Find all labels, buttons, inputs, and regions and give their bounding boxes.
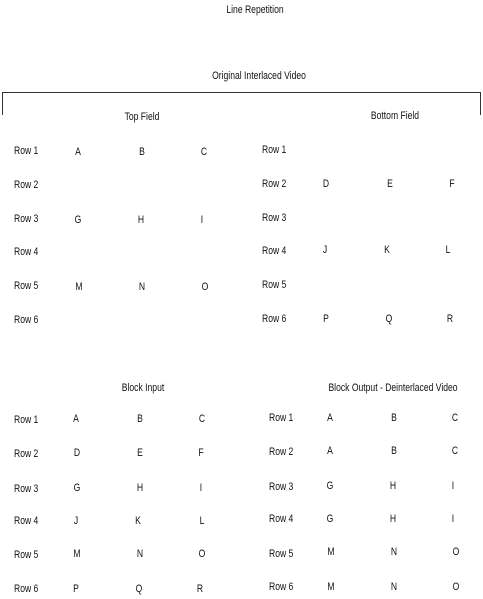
row-label: Row 3: [262, 212, 287, 224]
cell: I: [199, 482, 203, 494]
cell: F: [449, 178, 455, 190]
row-label: Row 6: [14, 314, 39, 326]
cell: C: [451, 412, 459, 424]
row-label: Row 4: [14, 246, 39, 258]
cell: E: [137, 447, 143, 459]
row-label: Row 2: [14, 179, 39, 191]
cell: Q: [135, 583, 143, 595]
figure-title: Line Repetition: [226, 4, 284, 16]
row-label: Row 3: [14, 483, 39, 495]
row-label: Row 5: [262, 279, 287, 291]
cell: N: [390, 581, 398, 593]
cell: G: [74, 214, 82, 226]
cell: H: [137, 214, 145, 226]
row-label: Row 1: [269, 412, 294, 424]
cell: B: [391, 445, 397, 457]
cell: R: [196, 583, 204, 595]
row-label: Row 6: [269, 581, 294, 593]
top-field-title: Top Field: [124, 111, 160, 123]
cell: B: [391, 412, 397, 424]
cell: G: [326, 480, 334, 492]
cell: A: [327, 412, 333, 424]
cell: B: [137, 413, 143, 425]
cell: I: [451, 480, 455, 492]
bottom-field-title: Bottom Field: [370, 110, 420, 122]
cell: A: [73, 413, 79, 425]
cell: M: [327, 546, 335, 558]
cell: B: [139, 146, 145, 158]
cell: E: [387, 178, 393, 190]
cell: O: [201, 281, 209, 293]
row-label: Row 5: [14, 549, 39, 561]
cell: J: [322, 244, 328, 256]
cell: C: [451, 445, 459, 457]
cell: G: [326, 513, 334, 525]
cell: A: [75, 146, 81, 158]
block-output-title: Block Output - Deinterlaced Video: [328, 382, 458, 394]
cell: C: [198, 413, 206, 425]
cell: L: [199, 515, 205, 527]
cell: M: [73, 548, 81, 560]
row-label: Row 1: [262, 144, 287, 156]
original-video-label: Original Interlaced Video: [212, 70, 306, 82]
cell: G: [73, 482, 81, 494]
cell: N: [138, 281, 146, 293]
cell: N: [136, 548, 144, 560]
row-label: Row 4: [269, 513, 294, 525]
cell: K: [384, 244, 390, 256]
cell: I: [200, 214, 204, 226]
row-label: Row 6: [262, 313, 287, 325]
cell: L: [445, 244, 451, 256]
cell: O: [198, 548, 206, 560]
cell: R: [446, 313, 454, 325]
row-label: Row 4: [14, 515, 39, 527]
row-label: Row 2: [262, 178, 287, 190]
cell: D: [73, 447, 81, 459]
cell: N: [390, 546, 398, 558]
cell: F: [198, 447, 204, 459]
row-label: Row 3: [269, 481, 294, 493]
cell: Q: [385, 313, 393, 325]
cell: C: [200, 146, 208, 158]
cell: D: [322, 178, 330, 190]
cell: O: [452, 581, 460, 593]
cell: H: [136, 482, 144, 494]
cell: K: [135, 515, 141, 527]
row-label: Row 2: [269, 446, 294, 458]
row-label: Row 3: [14, 213, 39, 225]
cell: P: [73, 583, 79, 595]
cell: M: [327, 581, 335, 593]
block-input-title: Block Input: [121, 382, 165, 394]
row-label: Row 2: [14, 448, 39, 460]
cell: A: [327, 445, 333, 457]
cell: H: [389, 480, 397, 492]
cell: M: [75, 281, 83, 293]
cell: I: [451, 513, 455, 525]
row-label: Row 6: [14, 583, 39, 595]
row-label: Row 5: [269, 548, 294, 560]
row-label: Row 1: [14, 414, 39, 426]
cell: P: [323, 313, 329, 325]
row-label: Row 4: [262, 245, 287, 257]
row-label: Row 5: [14, 280, 39, 292]
cell: H: [389, 513, 397, 525]
row-label: Row 1: [14, 145, 39, 157]
cell: O: [452, 546, 460, 558]
cell: J: [73, 515, 79, 527]
